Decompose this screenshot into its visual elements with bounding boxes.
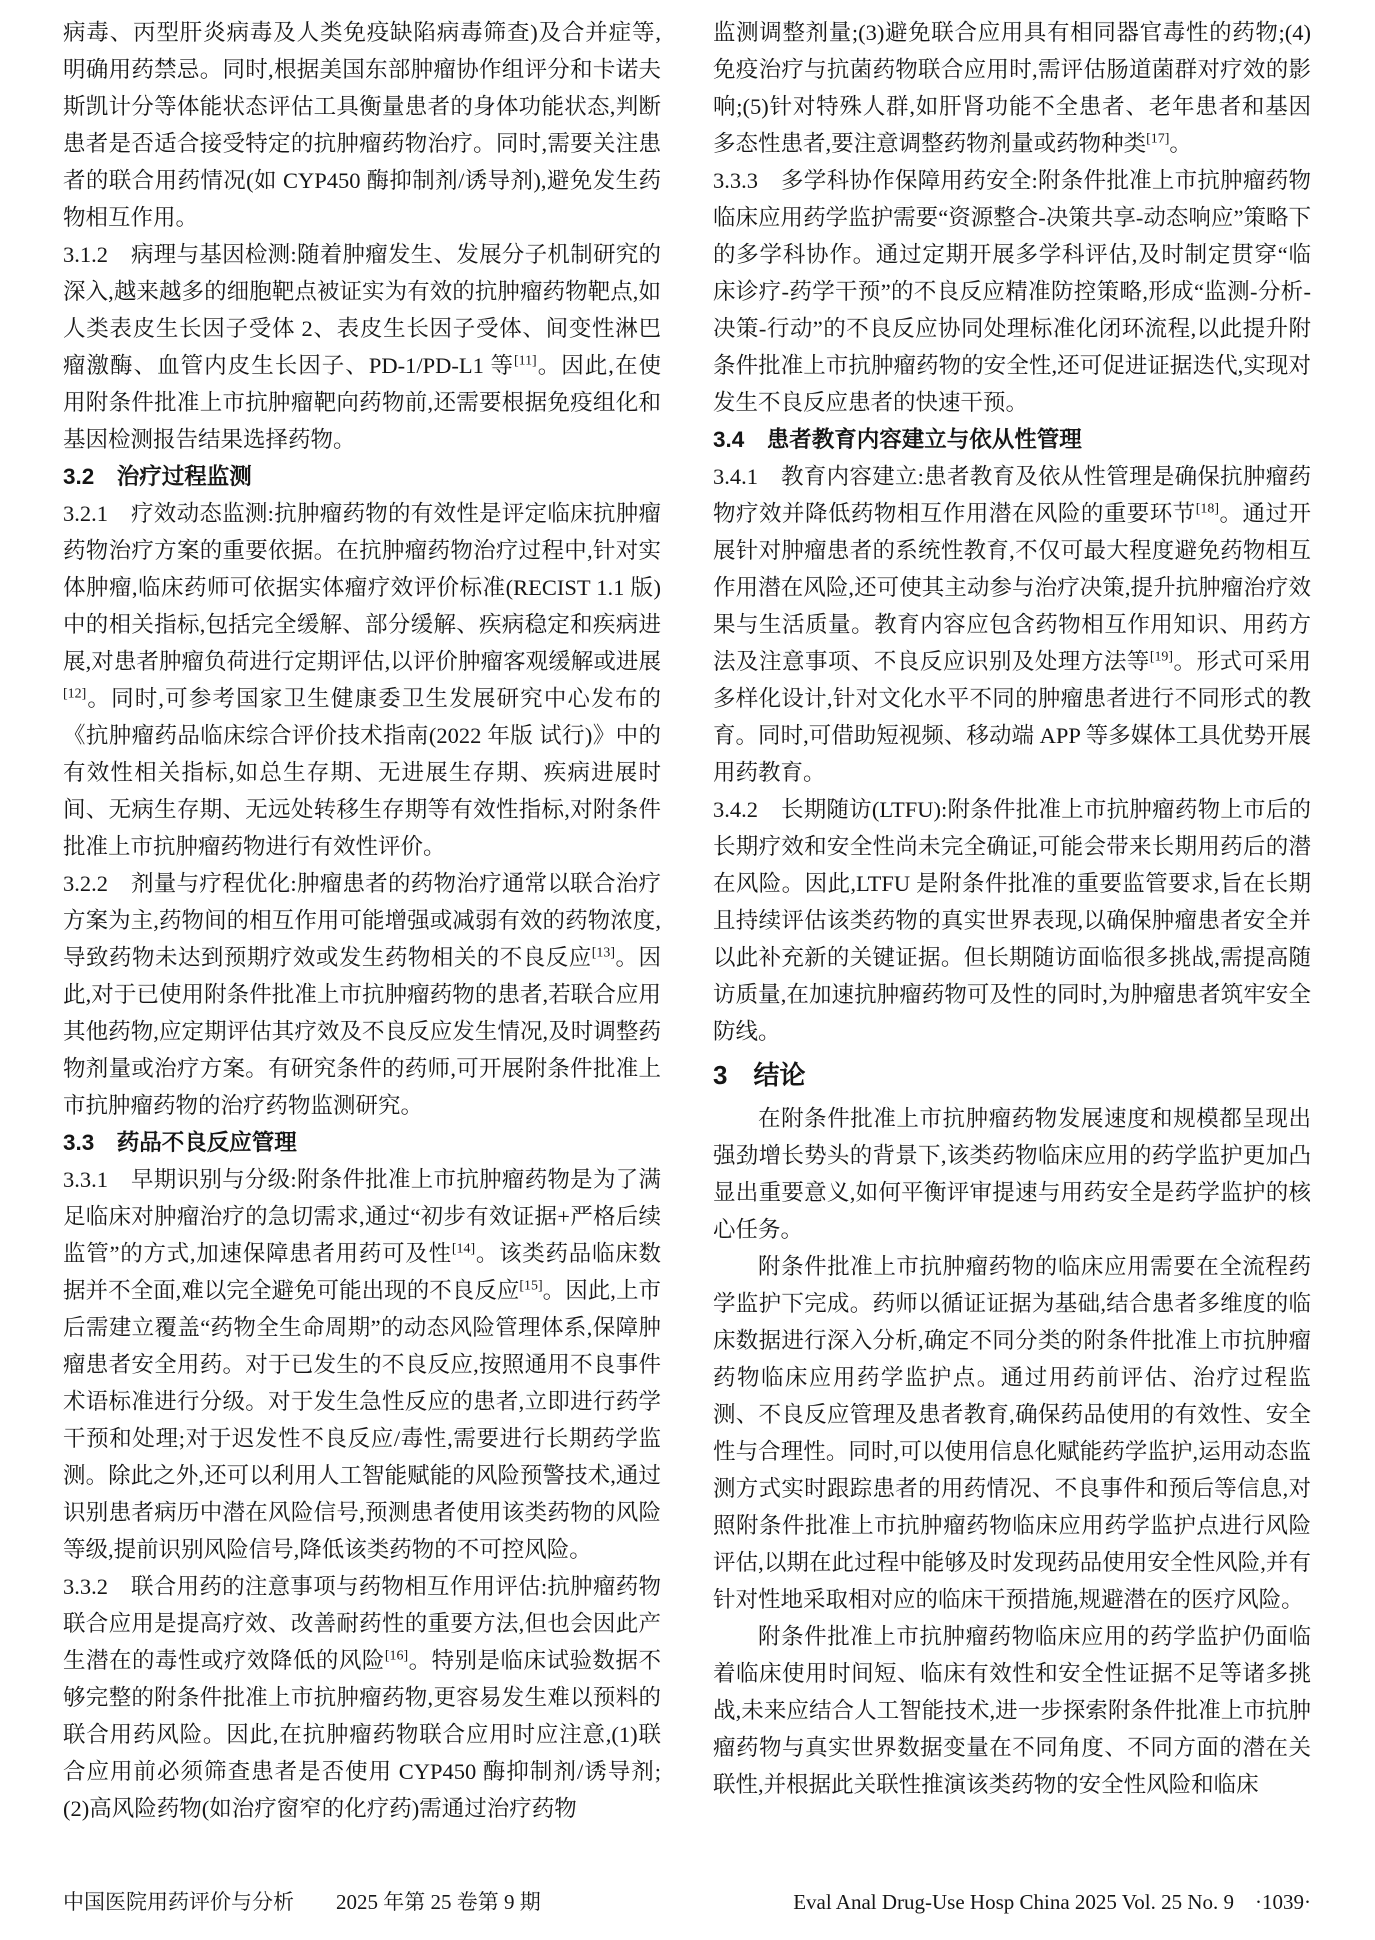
paragraph-continuation-combination-items: 监测调整剂量;(3)避免联合应用具有相同器官毒性的药物;(4)免疫治疗与抗菌药物联合应用时,需评估肠道菌群对疗效的影响;(5)针对特殊人群,如肝肾功能不全患者、老年患者和基因多态性患者,要注意调整药物剂量或药物种类[17]。 <box>713 20 1311 156</box>
page-footer <box>63 1888 1311 1916</box>
left-column <box>63 14 661 1827</box>
reference-marker: [16] <box>384 1648 409 1664</box>
reference-marker: [11] <box>514 353 537 369</box>
reference-marker: [18] <box>1195 501 1220 517</box>
paragraph-3-2-1-efficacy-monitoring: 3.2.1 疗效动态监测:抗肿瘤药物的有效性是评定临床抗肿瘤药物治疗方案的重要依据。在抗肿瘤药物治疗过程中,针对实体肿瘤,临床药师可依据实体瘤疗效评价标准(RECIST 1.1 版)中的相关指标,包括完全缓解、部分缓解、疾病稳定和疾病进展,对患者肿瘤负荷进行定期评估,以评价肿瘤客观缓解或进展[12]。同时,可参考国家卫生健康委卫生发展研究中心发布的《抗肿瘤药品临床综合评价技术指南(2022 年版 试行)》中的有效性相关指标,如总生存期、无进展生存期、疾病进展时间、无病生存期、无远处转移生存期等有效性指标,对附条件批准上市抗肿瘤药物进行有效性评价。 <box>63 501 661 859</box>
paragraph-3-4-2-long-term-followup: 3.4.2 长期随访(LTFU):附条件批准上市抗肿瘤药物上市后的长期疗效和安全性尚未完全确证,可能会带来长期用药后的潜在风险。因此,LTFU 是附条件批准的重要监管要求,旨在长期且持续评估该类药物的真实世界表现,以确保肿瘤患者安全并以此补充新的关键证据。但长期随访面临很多挑战,需提高随访质量,在加速抗肿瘤药物可及性的同时,为肿瘤患者筑牢安全防线。 <box>713 797 1311 1044</box>
section-heading-3-2: 3.2 治疗过程监测 <box>63 464 252 489</box>
paragraph-3-3-1-early-identification: 3.3.1 早期识别与分级:附条件批准上市抗肿瘤药物是为了满足临床对肿瘤治疗的急切需求,通过“初步有效证据+严格后续监管”的方式,加速保障患者用药可及性[14]。该类药品临床数据并不全面,难以完全避免可能出现的不良反应[15]。因此,上市后需建立覆盖“药物全生命周期”的动态风险管理体系,保障肿瘤患者安全用药。对于已发生的不良反应,按照通用不良事件术语标准进行分级。对于发生急性反应的患者,立即进行药学干预和处理;对于迟发性不良反应/毒性,需要进行长期药学监测。除此之外,还可以利用人工智能赋能的风险预警技术,通过识别患者病历中潜在风险信号,预测患者使用该类药物的风险等级,提前识别风险信号,降低该类药物的不可控风险。 <box>63 1167 661 1562</box>
two-column-body <box>63 14 1311 1827</box>
section-heading-3-3: 3.3 药品不良反应管理 <box>63 1130 297 1155</box>
paragraph-conclusion-1: 在附条件批准上市抗肿瘤药物发展速度和规模都呈现出强劲增长势头的背景下,该类药物临床应用的药学监护更加凸显出重要意义,如何平衡评审提速与用药安全是药学监护的核心任务。 <box>713 1106 1311 1242</box>
reference-marker: [14] <box>451 1241 476 1257</box>
reference-marker: [13] <box>591 945 615 961</box>
reference-marker: [15] <box>519 1278 543 1294</box>
paragraph-3-1-2-pathology-gene-testing: 3.1.2 病理与基因检测:随着肿瘤发生、发展分子机制研究的深入,越来越多的细胞靶点被证实为有效的抗肿瘤药物靶点,如人类表皮生长因子受体 2、表皮生长因子受体、间变性淋巴瘤激酶、血管内皮生长因子、PD-1/PD-L1 等[11]。因此,在使用附条件批准上市抗肿瘤靶向药物前,还需要根据免疫组化和基因检测报告结果选择药物。 <box>63 242 661 452</box>
right-column <box>713 14 1311 1827</box>
reference-marker: [12] <box>63 686 87 702</box>
paragraph-3-3-2-combination-caution: 3.3.2 联合用药的注意事项与药物相互作用评估:抗肿瘤药物联合应用是提高疗效、改善耐药性的重要方法,但也会因此产生潜在的毒性或疗效降低的风险[16]。特别是临床试验数据不够完整的附条件批准上市抗肿瘤药物,更容易发生难以预料的联合用药风险。因此,在抗肿瘤药物联合应用时应注意,(1)联合应用前必须筛查患者是否使用 CYP450 酶抑制剂/诱导剂;(2)高风险药物(如治疗窗窄的化疗药)需通过治疗药物 <box>63 1574 661 1821</box>
paragraph-continuation-pre-assessment: 病毒、丙型肝炎病毒及人类免疫缺陷病毒筛查)及合并症等,明确用药禁忌。同时,根据美国东部肿瘤协作组评分和卡诺夫斯凯计分等体能状态评估工具衡量患者的身体功能状态,判断患者是否适合接受特定的抗肿瘤药物治疗。同时,需要关注患者的联合用药情况(如 CYP450 酶抑制剂/诱导剂),避免发生药物相互作用。 <box>63 20 661 230</box>
paragraph-3-2-2-dose-optimization: 3.2.2 剂量与疗程优化:肿瘤患者的药物治疗通常以联合治疗方案为主,药物间的相互作用可能增强或减弱有效的药物浓度,导致药物未达到预期疗效或发生药物相关的不良反应[13]。因此,对于已使用附条件批准上市抗肿瘤药物的患者,若联合应用其他药物,应定期评估其疗效及不良反应发生情况,及时调整药物剂量或治疗方案。有研究条件的药师,可开展附条件批准上市抗肿瘤药物的治疗药物监测研究。 <box>63 871 661 1118</box>
footer-journal-title-en-page-number: Eval Anal Drug-Use Hosp China 2025 Vol. 25 No. 9 ·1039· <box>793 1890 1311 1914</box>
paragraph-3-3-3-multidisciplinary: 3.3.3 多学科协作保障用药安全:附条件批准上市抗肿瘤药物临床应用药学监护需要“资源整合-决策共享-动态响应”策略下的多学科协作。通过定期开展多学科评估,及时制定贯穿“临床诊疗-药学干预”的不良反应精准防控策略,形成“监测-分析-决策-行动”的不良反应协同处理标准化闭环流程,以此提升附条件批准上市抗肿瘤药物的安全性,还可促进证据迭代,实现对发生不良反应患者的快速干预。 <box>713 168 1311 415</box>
section-heading-3-conclusion: 3 结论 <box>713 1060 806 1090</box>
paragraph-3-4-1-education-content: 3.4.1 教育内容建立:患者教育及依从性管理是确保抗肿瘤药物疗效并降低药物相互作用潜在风险的重要环节[18]。通过开展针对肿瘤患者的系统性教育,不仅可最大程度避免药物相互作用潜在风险,还可使其主动参与治疗决策,提升抗肿瘤治疗效果与生活质量。教育内容应包含药物相互作用知识、用药方法及注意事项、不良反应识别及处理方法等[19]。形式可采用多样化设计,针对文化水平不同的肿瘤患者进行不同形式的教育。同时,可借助短视频、移动端 APP 等多媒体工具优势开展用药教育。 <box>713 464 1311 785</box>
paragraph-conclusion-3: 附条件批准上市抗肿瘤药物临床应用的药学监护仍面临着临床使用时间短、临床有效性和安全性证据不足等诸多挑战,未来应结合人工智能技术,进一步探索附条件批准上市抗肿瘤药物与真实世界数据变量在不同角度、不同方面的潜在关联性,并根据此关联性推演该类药物的安全性风险和临床 <box>713 1624 1311 1797</box>
reference-marker: [19] <box>1149 649 1174 665</box>
footer-journal-title-cn: 中国医院用药评价与分析 2025 年第 25 卷第 9 期 <box>63 1890 541 1914</box>
paragraph-conclusion-2: 附条件批准上市抗肿瘤药物的临床应用需要在全流程药学监护下完成。药师以循证证据为基础,结合患者多维度的临床数据进行深入分析,确定不同分类的附条件批准上市抗肿瘤药物临床应用药学监护点。通过用药前评估、治疗过程监测、不良反应管理及患者教育,确保药品使用的有效性、安全性与合理性。同时,可以使用信息化赋能药学监护,运用动态监测方式实时跟踪患者的用药情况、不良事件和预后等信息,对照附条件批准上市抗肿瘤药物临床应用药学监护点进行风险评估,以期在此过程中能够及时发现药品使用安全性风险,并有针对性地采取相对应的临床干预措施,规避潜在的医疗风险。 <box>713 1254 1311 1612</box>
section-heading-3-4: 3.4 患者教育内容建立与依从性管理 <box>713 427 1082 452</box>
reference-marker: [17] <box>1146 131 1170 147</box>
